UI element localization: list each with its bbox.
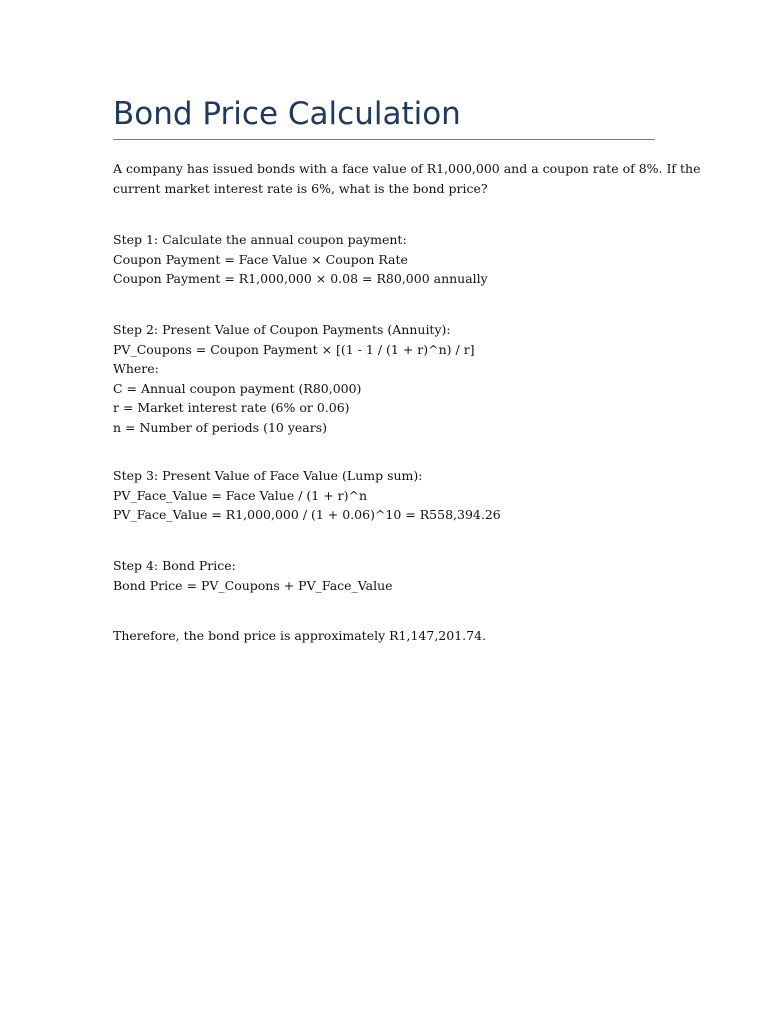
- step-3-block: [113, 466, 655, 525]
- step-1-formula: Coupon Payment = Face Value × Coupon Rate: [113, 251, 408, 267]
- step-3-formula: PV_Face_Value = Face Value / (1 + r)^n: [113, 487, 368, 503]
- step-2-formula: PV_Coupons = Coupon Payment × [(1 - 1 / (1 + r)^n) / r]: [113, 341, 475, 357]
- step-2-variable: C = Annual coupon payment (R80,000): [113, 380, 362, 396]
- step-4-block: [113, 556, 655, 595]
- conclusion-paragraph: [113, 626, 655, 646]
- step-2-variable: n = Number of periods (10 years): [113, 419, 328, 435]
- page-title: Bond Price Calculation: [113, 96, 461, 132]
- step-2-heading: Step 2: Present Value of Coupon Payments (Annuity):: [113, 322, 451, 337]
- conclusion-text: Therefore, the bond price is approximately R1,147,201.74.: [113, 628, 487, 643]
- intro-paragraph: [113, 159, 701, 198]
- title-underline: [113, 139, 655, 140]
- intro-line: current market interest rate is 6%, what is the bond price?: [113, 180, 488, 196]
- step-3-result: PV_Face_Value = R1,000,000 / (1 + 0.06)^10 = R558,394.26: [113, 507, 501, 522]
- step-1-result: Coupon Payment = R1,000,000 × 0.08 = R80,000 annually: [113, 271, 488, 286]
- step-2-block: [113, 320, 655, 437]
- step-4-heading: Step 4: Bond Price:: [113, 558, 236, 573]
- step-1-block: [113, 230, 655, 289]
- step-1-heading: Step 1: Calculate the annual coupon payment:: [113, 232, 407, 247]
- step-4-formula: Bond Price = PV_Coupons + PV_Face_Value: [113, 577, 393, 593]
- step-3-heading: Step 3: Present Value of Face Value (Lump sum):: [113, 468, 423, 483]
- intro-line: A company has issued bonds with a face value of R1,000,000 and a coupon rate of 8%. If the: [113, 161, 701, 176]
- step-2-variable: r = Market interest rate (6% or 0.06): [113, 400, 350, 415]
- step-2-where: Where:: [113, 361, 159, 376]
